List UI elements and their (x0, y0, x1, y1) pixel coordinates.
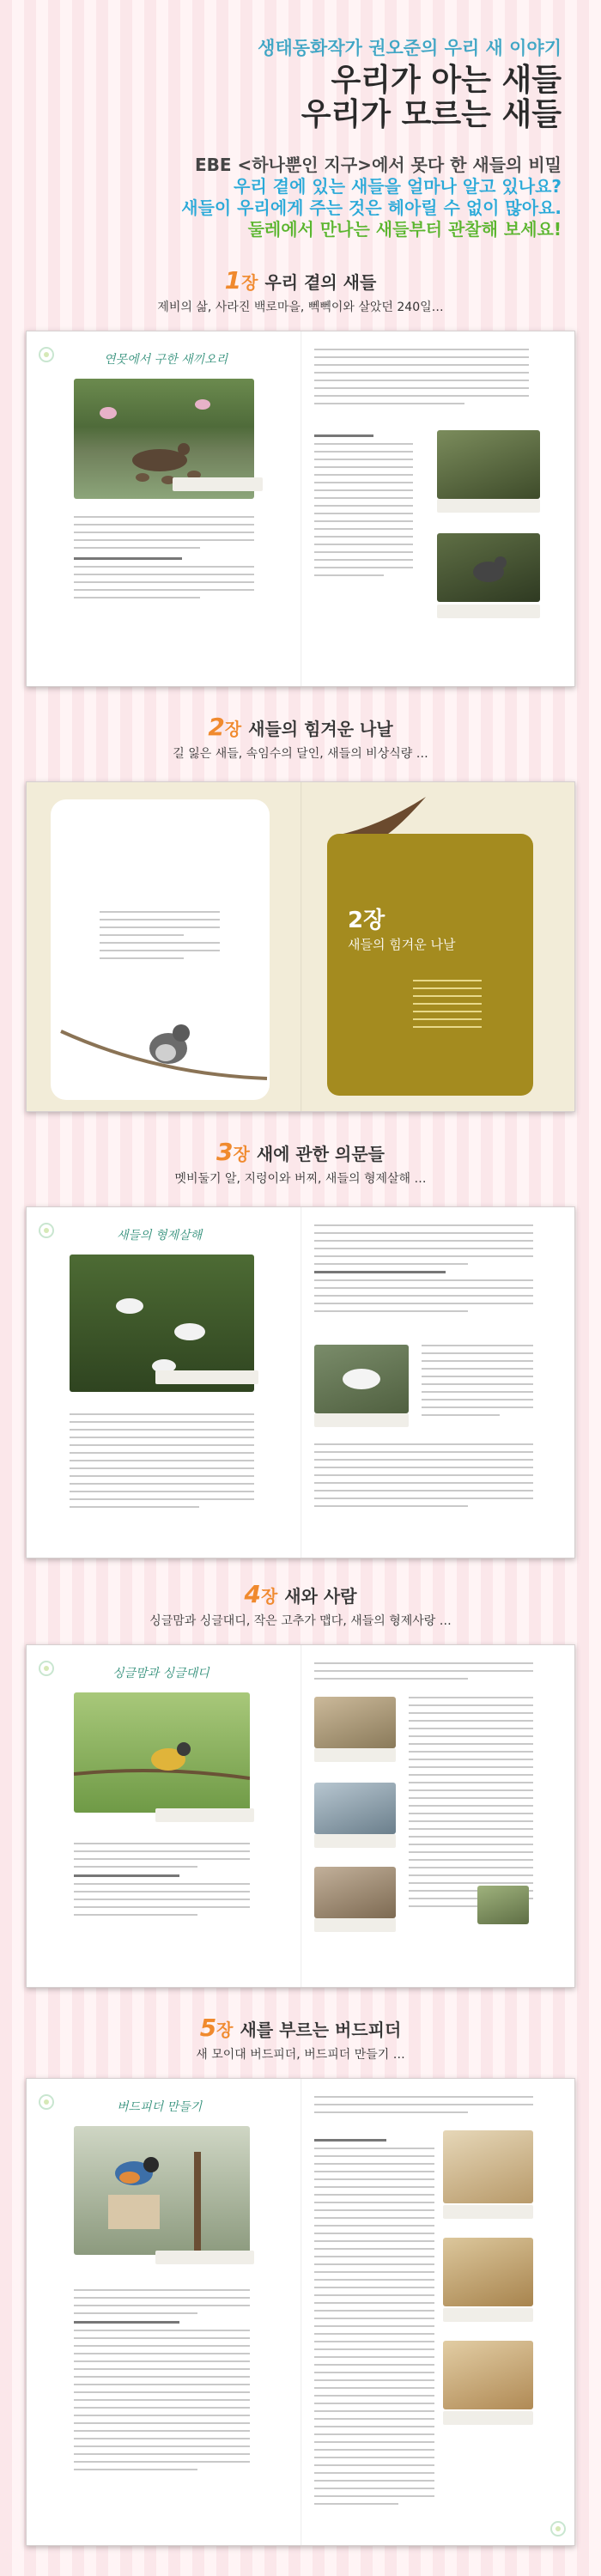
chapter-3-heading (0, 1138, 601, 1187)
spread-right-page (301, 782, 575, 1111)
chapter-title: 새를 부르는 버드피더 (240, 2020, 402, 2040)
body-text-block (74, 516, 254, 605)
flower-ornament-icon (39, 2094, 54, 2110)
egret-photo (314, 1345, 409, 1413)
flower-ornament-icon (39, 1661, 54, 1676)
flower-ornament-icon (550, 2521, 566, 2537)
header (0, 0, 601, 258)
chapter-5-spread (26, 2078, 575, 2546)
chapter-2-spread (26, 781, 575, 1112)
body-text-block (422, 1345, 533, 1422)
header-title-line1: 우리가 아는 새들 (331, 63, 562, 98)
chapter-number: 5 (199, 2014, 217, 2042)
feeder-box-photo-2 (443, 2238, 533, 2306)
chapter-number: 3 (216, 1138, 234, 1166)
egret-illustration (314, 1345, 409, 1413)
feeder-box-photo-1 (443, 2130, 533, 2203)
body-text-block (314, 1443, 533, 1513)
spread-right-page (301, 331, 575, 686)
cover-chapter-title: 새들의 힘겨운 나날 (348, 937, 456, 952)
bird-photo-4 (477, 1886, 529, 1924)
chapter-number: 4 (244, 1580, 261, 1608)
body-text-block (74, 1843, 250, 1922)
chapter-jang: 장 (241, 272, 258, 293)
lead-line3: 새들이 우리에게 주는 것은 헤아릴 수 없이 많아요. (181, 197, 562, 218)
photo-caption (437, 605, 540, 618)
page-heading: 버드피더 만들기 (117, 2100, 203, 2114)
chapter-subtitle: 길 잃은 새들, 속임수의 달인, 새들의 비상식량 … (173, 747, 428, 761)
bird-photo-3 (314, 1867, 396, 1918)
chapter-subtitle: 싱글맘과 싱글대디, 작은 고추가 맵다, 새들의 형제사랑 … (149, 1614, 452, 1628)
flower-ornament-icon (39, 347, 54, 362)
chapter-cover-panel (327, 834, 533, 1096)
feeder-box-photo-3 (443, 2341, 533, 2409)
photo-caption (314, 1748, 396, 1762)
photo-caption (443, 2205, 533, 2219)
chapter-subtitle: 새 모이대 버드피더, 버드피더 만들기 … (196, 2048, 405, 2062)
chapter-subtitle: 제비의 삶, 사라진 백로마을, 뻭뻭이와 살았던 240일… (157, 301, 444, 314)
bird-photo-2 (314, 1783, 396, 1834)
spread-left-page (27, 2079, 301, 2545)
photo-caption (155, 2251, 254, 2264)
chapter-jang: 장 (233, 1144, 250, 1164)
bird-on-branch-illustration (52, 997, 276, 1100)
photo-caption (155, 1808, 254, 1822)
lead-line1: EBE <하나뿐인 지구>에서 못다 한 새들의 비밀 (195, 155, 562, 175)
body-text-block (314, 2139, 434, 2511)
feeder-bird-illustration (74, 2126, 250, 2255)
photo-caption (443, 2308, 533, 2322)
spread-left-page (27, 331, 301, 686)
body-text-block (74, 2289, 250, 2476)
body-text-block (314, 2096, 533, 2119)
spread-left-page (27, 1207, 301, 1558)
chapter-5-heading (0, 2014, 601, 2063)
spread-left-page (27, 1645, 301, 1987)
spread-right-page (301, 2079, 575, 2545)
page-heading: 싱글맘과 싱글대디 (112, 1667, 209, 1680)
chapter-title: 새에 관한 의문들 (256, 1144, 385, 1164)
header-title (301, 64, 562, 132)
lead-line4: 둘레에서 만나는 새들부터 관찰해 보세요! (247, 219, 562, 240)
chapter-4-spread (26, 1644, 575, 1988)
photo-caption (173, 477, 263, 491)
chapter-1-spread (26, 331, 575, 687)
photo-caption (155, 1370, 258, 1384)
photo-caption (437, 499, 540, 513)
spread-left-page (27, 782, 301, 1111)
yellow-bird-illustration (74, 1692, 250, 1813)
chapter-number: 1 (224, 266, 242, 295)
bird-feeder-photo (74, 2126, 250, 2255)
spread-right-page (301, 1207, 575, 1558)
poem-text (100, 911, 220, 965)
photo-caption (314, 1918, 396, 1932)
header-subtitle: 생태동화작가 권오준의 우리 새 이야기 (258, 38, 562, 58)
bird-photo-2 (437, 533, 540, 602)
chapter-jang: 장 (224, 719, 242, 739)
header-title-line2: 우리가 모르는 새들 (300, 97, 562, 132)
photo-caption (314, 1834, 396, 1848)
page-heading: 연못에서 구한 새끼오리 (104, 353, 228, 367)
spread-right-page (301, 1645, 575, 1987)
bird-on-branch-photo (74, 1692, 250, 1813)
body-text-block (314, 349, 529, 410)
header-lead (181, 155, 562, 240)
chapter-title: 새들의 힘겨운 나날 (248, 719, 393, 739)
page-heading: 새들의 형제살해 (117, 1229, 203, 1242)
body-text-block (409, 1697, 533, 1913)
chapter-4-heading (0, 1580, 601, 1629)
chapter-jang: 장 (216, 2020, 234, 2040)
body-text-block (314, 434, 413, 582)
chapter-subtitle: 멧비둘기 알, 지렁이와 버찌, 새들의 형제살해 … (174, 1172, 427, 1186)
cover-toc (413, 980, 482, 1034)
body-text-block (70, 1413, 254, 1514)
lead-line2: 우리 곁에 있는 새들을 얼마나 알고 있나요? (234, 176, 562, 197)
chapter-title: 새와 사람 (284, 1586, 357, 1607)
photo-caption (443, 2411, 533, 2425)
chapter-jang: 장 (260, 1586, 278, 1607)
cover-chapter-number: 2장 (348, 908, 385, 933)
chapter-title: 우리 곁의 새들 (264, 272, 377, 293)
chapter-3-spread (26, 1206, 575, 1558)
bird-photo-1 (314, 1697, 396, 1748)
body-text-block (314, 1662, 533, 1686)
chapter-number: 2 (208, 713, 225, 741)
bird-illustration (437, 533, 540, 602)
body-text-block (314, 1224, 533, 1318)
photo-caption (314, 1413, 409, 1427)
bird-photo-1 (437, 430, 540, 499)
chapter-1-heading (0, 266, 601, 315)
chapter-2-heading (0, 713, 601, 762)
flower-ornament-icon (39, 1223, 54, 1238)
